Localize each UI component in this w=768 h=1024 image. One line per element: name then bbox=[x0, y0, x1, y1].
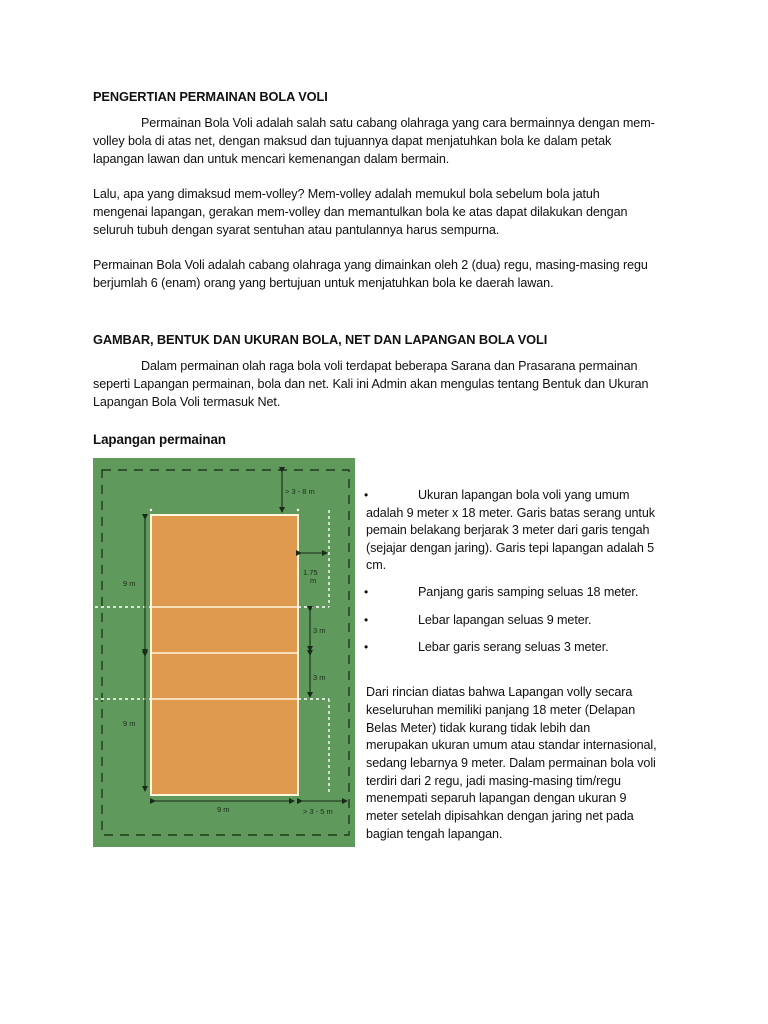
bullet-icon: • bbox=[364, 640, 369, 654]
bullet-icon: • bbox=[364, 585, 369, 599]
paragraph-line: Permainan Bola Voli adalah salah satu cabang olahraga yang cara bermainnya dengan mem- bbox=[141, 116, 655, 130]
paragraph-line: Dalam permainan olah raga bola voli terdapat beberapa Sarana dan Prasarana permainan bbox=[141, 359, 638, 373]
label-side-zone: 1.75 bbox=[303, 568, 318, 577]
label-half-top: 9 m bbox=[123, 579, 136, 588]
paragraph-line: Lapangan Bola Voli termasuk Net. bbox=[93, 395, 281, 409]
paragraph-line: lapangan lawan dan untuk mencari kemenangan dalam bermain. bbox=[93, 152, 450, 166]
bullet-icon: • bbox=[364, 613, 369, 627]
subheading-lapangan: Lapangan permainan bbox=[93, 432, 226, 447]
paragraph-line: seluruh tubuh dengan syarat sentuhan atau pantulannya harus sempurna. bbox=[93, 223, 500, 237]
list-item-line: Lebar lapangan seluas 9 meter. bbox=[418, 613, 592, 627]
label-side-free-zone: > 3 - 5 m bbox=[303, 807, 333, 816]
label-attack-bottom: 3 m bbox=[313, 673, 326, 682]
label-top-free-zone: > 3 - 8 m bbox=[285, 487, 315, 496]
paragraph-line: mengenai lapangan, gerakan mem-volley dan memantulkan bola ke atas dapat dilakukan dengan bbox=[93, 205, 628, 219]
list-item-line: Ukuran lapangan bola voli yang umum bbox=[418, 488, 630, 502]
label-half-bottom: 9 m bbox=[123, 719, 136, 728]
bullet-icon: • bbox=[364, 488, 369, 502]
paragraph-line: seperti Lapangan permainan, bola dan net. Kali ini Admin akan mengulas tentang Bentuk dan Ukuran bbox=[93, 377, 649, 391]
label-attack-top: 3 m bbox=[313, 626, 326, 635]
paragraph-line: Lalu, apa yang dimaksud mem-volley? Mem-volley adalah memukul bola sebelum bola jatuh bbox=[93, 187, 600, 201]
paragraph-line: berjumlah 6 (enam) orang yang bertujuan untuk menjatuhkan bola ke daerah lawan. bbox=[93, 276, 554, 290]
summary-line: Dari rincian diatas bahwa Lapangan volly secara bbox=[366, 685, 633, 699]
list-item-line: Lebar garis serang seluas 3 meter. bbox=[418, 640, 609, 654]
summary-line: terdiri dari 2 regu, jadi masing-masing tim/regu bbox=[366, 774, 621, 788]
list-item-line: pemain belakang berjarak 3 meter dari garis tengah bbox=[366, 523, 650, 537]
section-heading-gambar: GAMBAR, BENTUK DAN UKURAN BOLA, NET DAN LAPANGAN BOLA VOLI bbox=[93, 332, 548, 347]
summary-line: merupakan ukuran umum atau standar internasional, bbox=[366, 738, 657, 752]
section-heading-pengertian: PENGERTIAN PERMAINAN BOLA VOLI bbox=[93, 89, 328, 104]
summary-line: Belas Meter) tidak kurang tidak lebih dan bbox=[366, 721, 591, 735]
label-side-zone-unit: m bbox=[310, 576, 317, 585]
list-item-line: adalah 9 meter x 18 meter. Garis batas serang untuk bbox=[366, 506, 655, 520]
summary-line: menempati separuh lapangan dengan ukuran 9 bbox=[366, 791, 627, 805]
summary-line: keseluruhan memiliki panjang 18 meter (Delapan bbox=[366, 703, 636, 717]
summary-line: meter setelah dipisahkan dengan jaring net pada bbox=[366, 809, 634, 823]
list-item-line: Panjang garis samping seluas 18 meter. bbox=[418, 585, 639, 599]
summary-line: sedang lebarnya 9 meter. Dalam permainan bola voli bbox=[366, 756, 656, 770]
volleyball-court-diagram bbox=[93, 458, 355, 847]
label-width: 9 m bbox=[217, 805, 230, 814]
summary-line: bagian tengah lapangan. bbox=[366, 827, 503, 841]
paragraph-line: volley bola di atas net, dengan maksud dan tujuannya dapat menjatuhkan bola ke dalam petak bbox=[93, 134, 612, 148]
list-item-line: (sejajar dengan jaring). Garis tepi lapangan adalah 5 bbox=[366, 541, 655, 555]
paragraph-line: Permainan Bola Voli adalah cabang olahraga yang dimainkan oleh 2 (dua) regu, masing-masing regu bbox=[93, 258, 648, 272]
list-item-line: cm. bbox=[366, 558, 386, 572]
